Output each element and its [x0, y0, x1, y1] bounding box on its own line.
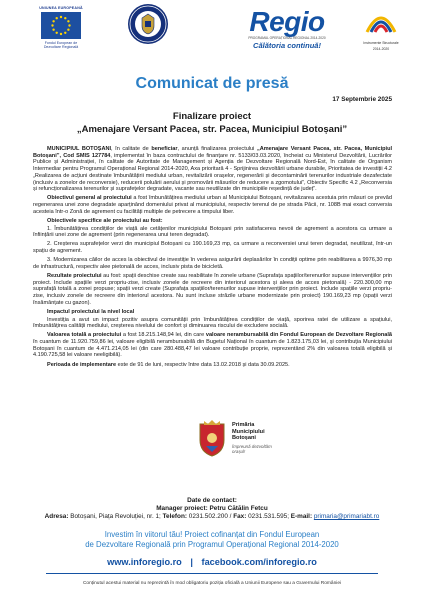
press-release-body	[33, 146, 392, 371]
structural-instruments-icon	[363, 8, 399, 34]
objective-1: 1. Îmbunătățirea condițiilor de viață ale cetățenilor municipiului Botoșani prin satisfacerea nevoii de agrement a acestora ca urmare a înființării unei zone de agrement (prin regenerarea unui teren degradat).	[33, 225, 392, 239]
mayor-office-logo	[232, 422, 272, 454]
paragraph-period	[33, 362, 392, 369]
text-span: , implementat în baza contractului de finanțare nr. 5133/03.03.2020, încheiat cu Ministerul Dezvoltării, Lucrărilor Publice și Administrației, în calitate de Autoritate de Management și Agenția de Dezvoltare Regională Nord-Est, în calitate de Organism Intermediar pentru Programul Operațional Regional 2014-2020, Axa prioritară 4 - Sprijinirea dezvoltării urbane durabile, Prioritatea de investiții 4.2 „Realizarea de acțiuni destinate îmbunătățirii mediului urban, revitalizării orașelor, regenerării și decontaminării terenurilor industriale dezafectate (inclusiv a zonelor de reconversie), reducerii poluării aerului și promovării măsurilor de reducere a zgomotului”, Obiectiv Specific 4.2 „Reconversia și refuncționalizarea terenurilor și suprafețelor degradate, vacante sau neutilizate din municipiile reședință de județ”.	[33, 152, 392, 193]
disclaimer: Conținutul acestui material nu reprezintă în mod obligatoriu poziția oficială a Uniunii Europene sau a Guvernului României	[82, 581, 342, 586]
project-manager	[0, 505, 424, 513]
eu-flag-icon	[41, 12, 81, 39]
regio-wordmark: Regio	[249, 6, 325, 37]
paragraph-general-objective	[33, 195, 392, 215]
cofinancing-statement	[0, 530, 424, 550]
objective-2: 2. Creșterea suprafețelor verzi din municipiul Botoșani cu 190.169,23 mp, ca urmare a reconversiei unui teren degradat, neutilizat, într-un spațiu de agrement.	[33, 241, 392, 255]
bold-span: Date de contact:	[187, 497, 237, 504]
regio-program: PROGRAMUL OPERAȚIONAL REGIONAL 2014-2020	[248, 36, 326, 40]
contact-details	[0, 513, 424, 521]
footer-separator: |	[190, 557, 193, 567]
tagline-line2: orașul!	[232, 448, 246, 454]
ministry-logo	[124, 4, 172, 44]
contact-block	[0, 497, 424, 521]
bold-span: Rezultate proiectului	[47, 272, 102, 279]
text-span: Botoșani, Piața Revoluției, nr. 1;	[68, 513, 163, 520]
email-link[interactable]: primaria@primariabt.ro	[313, 513, 380, 520]
text-span: , anunță finalizarea proiectului	[177, 146, 257, 152]
bold-span: Valoarea totală a proiectului	[47, 332, 122, 339]
text-span: în cuantum de 11.920.759,86 lei, valoare eligibilă nerambursabilă din Bugetul Național în cuantum de 1.823.175,03 lei, și contribuția Municipiului Botoșani în cuantum de 4.471.214,05 lei (din care 280.488,47 lei valoare contribuție proprie, reprezentând 2% din valoarea totală eligibilă și 4.190.725,58 lei valoare neeligibilă).	[33, 339, 392, 359]
release-date: 17 Septembrie 2025	[332, 96, 392, 103]
logo-strip	[0, 0, 424, 68]
footer-divider	[46, 573, 378, 574]
paragraph-results	[33, 273, 392, 307]
bold-span: Adresa:	[44, 513, 69, 520]
regio-logo	[232, 8, 342, 50]
text-span: 0231.531.595;	[246, 513, 291, 520]
bold-span: Telefon:	[162, 513, 187, 520]
tagline-line1: Împreună dezvoltăm	[232, 443, 272, 449]
mayor-logo-line2: Municipiului	[232, 428, 265, 435]
ministry-crest-icon	[128, 4, 168, 44]
inforegio-link[interactable]: www.inforegio.ro	[107, 557, 182, 567]
facebook-link[interactable]: facebook.com/inforegio.ro	[201, 557, 317, 567]
structural-instruments-logo	[356, 8, 406, 51]
project-name: „Amenajare Versant Pacea, str. Pacea, Municipiul Botoșani”, Cod SMIS 127784	[33, 146, 393, 159]
beneficiary-label: beneficiar	[151, 146, 178, 152]
bold-span: Perioada de implementare	[47, 361, 117, 368]
bold-span: Manager proiect: Petru Cătălin Fetcu	[156, 505, 268, 512]
regio-slogan: Călătoria continuă!	[253, 41, 321, 50]
contact-title	[0, 497, 424, 505]
text-span: a fost îmbunătățirea mediului urban al Municipiului Botoșani, revitalizarea acestuia prin măsuri ce prevăd regenerarea unei zone degradate aparținând domeniului privat al municipiului, respectiv terenul de pe strada Păcii, nr. 108B mai exact conversia acesteia într-o Zonă de agrement cu facilități multiple de petrecere a timpului liber.	[33, 195, 392, 215]
paragraph-impact: Investiția a avut un impact pozitiv asupra comunității prin îmbunătățirea condițiilor de viață, sporirea ratei de utilizare a spațiului, îmbunătățirea calității mediului, creșterea nivelului de confort și diminuarea riscului de excludere socială.	[33, 316, 392, 330]
structural-instruments-line1: Instrumente Structurale	[363, 41, 399, 45]
page-title: Comunicat de presă	[135, 75, 289, 92]
botosani-crest-icon	[194, 418, 230, 458]
mayor-logo-tagline	[232, 444, 272, 454]
cofinancing-line2: de Dezvoltare Regională prin Programul Operațional Regional 2014-2020	[85, 540, 339, 549]
bold-span: Fax:	[233, 513, 247, 520]
eu-logo-line2: Dezvoltare Regională	[43, 45, 79, 50]
mayor-logo-line3: Botoșani	[232, 435, 256, 442]
footer-links	[0, 557, 424, 567]
eu-logo-title: UNIUNEA EUROPEANĂ	[39, 6, 83, 10]
text-span: , în calitate de	[111, 146, 152, 152]
text-span: este de 91 de luni, respectiv între data 13.02.2018 și data 30.09.2025.	[116, 361, 290, 368]
heading-specific-objectives: Obiectivele specifice ale proiectului au fost:	[47, 217, 163, 224]
bold-span: valoare nerambursabilă din Fondul European de Dezvoltare Regională	[205, 332, 392, 339]
bold-span: Obiectivul general al proiectului	[47, 195, 132, 202]
structural-instruments-line2: 2014-2020	[372, 47, 390, 52]
heading-impact: Impactul proiectului la nivel local	[47, 308, 135, 315]
paragraph-intro	[33, 146, 392, 193]
text-span: a fost 18.215.148,94 lei, din care	[121, 332, 206, 339]
mayor-logo-line1: Primăria	[232, 422, 255, 428]
objective-3: 3. Modernizarea căilor de acces la obiectivul de investiție în vederea asigurării deplasărilor în condiții optime prin reabilitarea a 9976,30 mp de infrastructură, respectiv alee pietonală de acces, inclusiv pista de bicicletă.	[33, 257, 392, 270]
cofinancing-line1: Investim în viitorul tău! Proiect cofinanțat din Fondul European	[104, 530, 320, 539]
subtitle-line1: Finalizare proiect	[172, 111, 252, 122]
eu-logo	[30, 6, 92, 50]
bold-span: E-mail:	[290, 513, 313, 520]
text-span: 0231.502.200 /	[187, 513, 234, 520]
subtitle-line2: „Amenajare Versant Pacea, str. Pacea, Municipiul Botoșani”	[76, 124, 348, 135]
paragraph-value	[33, 332, 392, 359]
eu-logo-line1: Fondul European de	[44, 41, 78, 45]
text-span: au fost: spații deschise create sau reabilitate în zonele urbane (Suprafața spațiilor/terenurilor supuse intervențiilor prin proiect. Include spațiile verzi propriu-zise, inclusiv zonele de recreere din interiorul acestora și aleea de acces pietonală) - 220.300,00 mp suprafață totală a zonei propuse; spații verzi create (Suprafața spațiilor/terenurilor supuse intervențiilor prin proiect. Include spațiile verzi propriu-zise, inclusiv zonele de recreere din interiorul acestora. Nu sunt incluse străzile urbane modernizate prin proiect) 190.169,23 mp (spații verzi însămânțate cu gazon).	[33, 272, 392, 306]
beneficiary-name: MUNICIPIUL BOTOȘANI	[47, 146, 112, 152]
